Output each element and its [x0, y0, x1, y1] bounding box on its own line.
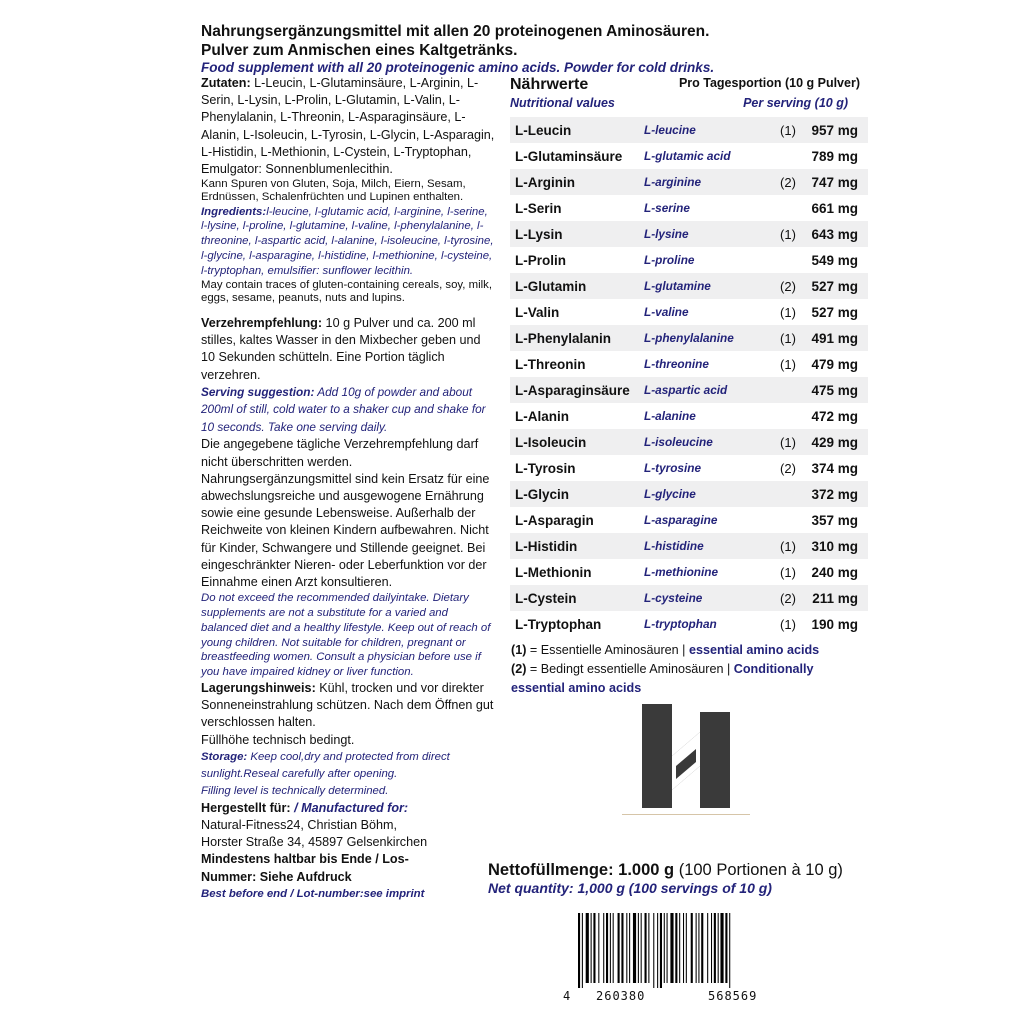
nutrient-marker: (1)	[780, 616, 796, 632]
table-row	[510, 585, 868, 611]
table-row	[510, 611, 868, 637]
serving-en-text: Add 10g of powder and about 200ml of still, cold water to a shaker cup and shake for 10 seconds. Take one serving daily.	[201, 384, 486, 434]
nutrient-name-de: L-Arginin	[515, 174, 575, 190]
nutrient-name-de: L-Leucin	[515, 122, 572, 138]
barcode-bar	[701, 913, 703, 983]
table-row	[510, 377, 868, 403]
manufacturer-line1: Natural-Fitness24, Christian Böhm,	[201, 817, 397, 832]
serving-de-text: 10 g Pulver und ca. 200 ml stilles, kaltes Wasser in den Mixbecher geben und 10 Sekunden schütteln. Eine Portion täglich verzehren.	[201, 316, 481, 382]
barcode-bar	[711, 913, 712, 983]
nutrient-value: 472 mg	[811, 408, 858, 424]
nutrient-name-en: L-leucine	[644, 123, 696, 137]
barcode-bar	[683, 913, 684, 983]
nutrition-table	[510, 117, 868, 637]
table-row	[510, 325, 868, 351]
storage-en-text: Keep cool,dry and protected from direct sunlight.Reseal carefully after opening.	[201, 750, 450, 780]
footnotes	[511, 641, 861, 698]
footnote-1	[511, 641, 861, 660]
nutrient-value: 527 mg	[811, 304, 858, 320]
table-row	[510, 169, 868, 195]
nutrient-value: 661 mg	[811, 200, 858, 216]
table-row	[510, 481, 868, 507]
barcode-bar	[621, 913, 623, 983]
barcode-bar	[667, 913, 668, 983]
barcode-bar	[641, 913, 642, 983]
label-text-column	[201, 75, 497, 903]
barcode-bar	[582, 913, 583, 988]
footnote-2-en: Conditionally essential amino acids	[511, 662, 814, 695]
nutrient-name-en: L-glutamic acid	[644, 149, 731, 163]
barcode-bar	[729, 913, 730, 988]
table-row	[510, 429, 868, 455]
fill-level-de: Füllhöhe technisch bedingt.	[201, 732, 355, 747]
footnote-1-mark: (1)	[511, 643, 527, 657]
nutrient-name-de: L-Phenylalanin	[515, 330, 612, 346]
storage-en	[201, 749, 497, 783]
table-row	[510, 351, 868, 377]
nutrient-value: 789 mg	[811, 148, 858, 164]
brand-logo-icon	[642, 704, 730, 808]
nutrient-value: 527 mg	[811, 278, 858, 294]
barcode-bar	[591, 913, 592, 983]
best-before-de: Mindestens haltbar bis Ende / Los-Nummer: Siehe Aufdruck	[201, 852, 409, 884]
table-row	[510, 559, 868, 585]
header-title-de-line1: Nahrungsergänzungsmittel mit allen 20 proteinogenen Aminosäuren.	[201, 23, 710, 40]
barcode-bar	[613, 913, 614, 983]
footnote-2	[511, 660, 861, 698]
serving-en-label: Serving suggestion:	[201, 384, 315, 399]
barcode-bar	[603, 913, 604, 983]
nutrient-name-de: L-Threonin	[515, 356, 586, 372]
nutrient-name-de: L-Isoleucin	[515, 434, 587, 450]
nutrient-name-en: L-serine	[644, 201, 690, 215]
barcode-bar	[626, 913, 627, 983]
barcode-bar	[633, 913, 636, 983]
nutrient-value: 374 mg	[811, 460, 858, 476]
serving-en	[201, 384, 497, 437]
net-quantity	[488, 860, 888, 896]
nutrition-title-de: Nährwerte	[510, 76, 589, 93]
ingredients-en-label: Ingredients:	[201, 205, 267, 218]
nutrient-name-de: L-Alanin	[515, 408, 569, 424]
best-before-en: Best before end / Lot-number:see imprint	[201, 887, 425, 900]
nutrient-name-en: L-methionine	[644, 565, 719, 579]
barcode-bar	[686, 913, 687, 983]
nutrient-value: 372 mg	[811, 486, 858, 502]
nutrient-marker: (1)	[780, 356, 796, 372]
nutrient-value: 211 mg	[812, 590, 858, 606]
nutrient-value: 479 mg	[811, 356, 858, 372]
table-row	[510, 117, 868, 143]
nutrient-marker: (2)	[780, 590, 796, 606]
nutrient-name-en: L-threonine	[644, 357, 709, 371]
barcode-bar	[598, 913, 599, 983]
net-quantity-en: Net quantity: 1,000 g (100 servings of 10 g)	[488, 880, 772, 896]
nutrient-value: 475 mg	[811, 382, 858, 398]
nutrient-marker: (1)	[780, 330, 796, 346]
product-header	[201, 22, 1001, 76]
table-row	[510, 299, 868, 325]
barcode-group-1: 260380	[596, 989, 646, 1003]
barcode-bar	[618, 913, 620, 983]
nutrient-name-de: L-Asparagin	[515, 512, 594, 528]
nutrient-name-de: L-Asparaginsäure	[515, 382, 630, 398]
barcode-bar	[606, 913, 608, 983]
nutrient-value: 190 mg	[811, 616, 858, 632]
nutrient-name-en: L-tyrosine	[644, 461, 702, 475]
barcode-bar	[664, 913, 665, 983]
storage-de-text: Kühl, trocken und vor direkter Sonneneinstrahlung schützen. Nach dem Öffnen gut verschlossen halten.	[201, 680, 494, 730]
barcode-bar	[593, 913, 595, 983]
nutrient-marker: (1)	[780, 564, 796, 580]
nutrient-name-de: L-Methionin	[515, 564, 592, 580]
table-row	[510, 195, 868, 221]
nutrient-value: 310 mg	[811, 538, 858, 554]
nutrient-marker: (2)	[780, 174, 796, 190]
warning-de: Die angegebene tägliche Verzehrempfehlung darf nicht überschritten werden. Nahrungsergänzungsmittel sind kein Ersatz für eine abwechslungsreiche und ausgewogene Ernährung sowie eine gesunde Lebensweise. Außerhalb der Reichweite von kleinen Kindern aufbewahren. Nicht für Kinder, Schwangere und Stillende geeignet. Bei eingeschränkter Nieren- oder Leberfunktion vor der Einnahme einen Arzt konsultieren.	[201, 437, 490, 589]
ingredients-de	[201, 75, 497, 178]
manufacturer-line2: Horster Straße 34, 45897 Gelsenkirchen	[201, 835, 428, 850]
barcode-group-2: 568569	[708, 989, 758, 1003]
barcode-bar	[638, 913, 639, 983]
barcode-bar	[691, 913, 693, 983]
barcode-digit-first: 4	[563, 989, 571, 1003]
barcode-bar	[707, 913, 708, 983]
table-row	[510, 221, 868, 247]
nutrient-marker: (1)	[780, 538, 796, 554]
nutrient-name-en: L-cysteine	[644, 591, 703, 605]
nutrient-name-de: L-Glutaminsäure	[515, 148, 623, 164]
nutrient-value: 491 mg	[811, 330, 858, 346]
barcode-bar	[660, 913, 662, 988]
nutrient-marker: (2)	[780, 278, 796, 294]
allergen-de: Kann Spuren von Gluten, Soja, Milch, Eiern, Sesam, Erdnüssen, Schalenfrüchten und Lupinen enthalten.	[201, 178, 466, 204]
storage-de-label: Lagerungshinweis:	[201, 680, 316, 695]
barcode-bar	[718, 913, 719, 983]
nutrient-name-de: L-Glycin	[515, 486, 570, 502]
table-row	[510, 143, 868, 169]
barcode-bar	[670, 913, 673, 983]
barcode-bar	[586, 913, 589, 983]
table-row	[510, 507, 868, 533]
nutrient-value: 747 mg	[811, 174, 858, 190]
barcode-bar	[714, 913, 716, 983]
barcode-bar	[578, 913, 580, 988]
nutrient-name-en: L-alanine	[644, 409, 696, 423]
ingredients-en-text: l-leucine, l-glutamic acid, l-arginine, l-serine, l-lysine, l-proline, l-glutamine, l-valine, l-phenylalanine, l-threonine, l-aspartic acid, l-alanine, l-isoleucine, l-tyrosine, l-glycine, l-asparagine, l-histidine, l-methionine, l-cysteine, l-tryptophan, emulsifier: sunflower lecithin.	[201, 205, 494, 277]
ingredients-en	[201, 205, 497, 279]
nutrient-name-de: L-Tryptophan	[515, 616, 602, 632]
nutrient-name-de: L-Lysin	[515, 226, 563, 242]
header-title-en: Food supplement with all 20 proteinogenic amino acids. Powder for cold drinks.	[201, 60, 715, 75]
table-row	[510, 403, 868, 429]
nutrient-name-en: L-phenylalanine	[644, 331, 734, 345]
net-quantity-de	[488, 860, 888, 880]
warning-en: Do not exceed the recommended dailyintake. Dietary supplements are not a substitute for a varied and balanced diet and a healthy lifestyle. Keep out of reach of young children. Not suitable for children, pregnant or breastfeeding women. Consult a physician before use if you have impaired kidney or liver function.	[201, 592, 491, 679]
barcode-icon	[578, 913, 798, 988]
serving-de-label: Verzehrempfehlung:	[201, 316, 323, 331]
nutrient-name-en: L-isoleucine	[644, 435, 713, 449]
allergen-en: May contain traces of gluten-containing cereals, soy, milk, eggs, sesame, peanuts, nuts and lupins.	[201, 278, 493, 304]
nutrient-name-en: L-proline	[644, 253, 695, 267]
nutrient-name-en: L-aspartic acid	[644, 383, 728, 397]
table-row	[510, 533, 868, 559]
ingredients-de-text: L-Leucin, L-Glutaminsäure, L-Arginin, L-Serin, L-Lysin, L-Prolin, L-Glutamin, L-Valin, L-Phenylalanin, L-Threonin, L-Asparaginsäure, L-Alanin, L-Isoleucin, L-Tyrosin, L-Glycin, L-Asparagin, L-Histidin, L-Methionin, L-Cystein, L-Tryptophan, Emulgator: Sonnenblumenlecithin.	[201, 76, 495, 177]
table-row	[510, 247, 868, 273]
nutrient-name-en: L-glycine	[644, 487, 696, 501]
barcode-bar	[629, 913, 630, 983]
nutrient-value: 240 mg	[811, 564, 858, 580]
serving-size-de: Pro Tagesportion (10 g Pulver)	[678, 76, 860, 90]
nutrient-name-en: L-valine	[644, 305, 689, 319]
table-row	[510, 273, 868, 299]
storage-de	[201, 680, 497, 732]
nutrient-value: 429 mg	[811, 434, 858, 450]
barcode-bar	[675, 913, 677, 983]
nutrient-marker: (2)	[780, 460, 796, 476]
footnote-1-de: = Essentielle Aminosäuren |	[526, 643, 689, 657]
barcode-bar	[657, 913, 658, 988]
nutrient-name-en: L-histidine	[644, 539, 704, 553]
footnote-1-en: essential amino acids	[688, 643, 820, 657]
footnote-2-mark: (2)	[511, 662, 527, 676]
fill-level-en: Filling level is technically determined.	[201, 784, 389, 797]
storage-en-label: Storage:	[201, 750, 248, 763]
barcode-bar	[696, 913, 697, 983]
nutrient-name-de: L-Tyrosin	[515, 460, 576, 476]
nutrient-name-de: L-Valin	[515, 304, 560, 320]
manufacturer-label-de: Hergestellt für:	[201, 800, 291, 815]
table-row	[510, 455, 868, 481]
net-quantity-de-label: Nettofüllmenge: 1.000 g	[488, 861, 675, 879]
nutrient-marker: (1)	[780, 304, 796, 320]
ingredients-de-label: Zutaten:	[201, 76, 251, 90]
nutrient-value: 643 mg	[811, 226, 858, 242]
header-title-de-line2: Pulver zum Anmischen eines Kaltgetränks.	[201, 42, 518, 59]
nutrient-value: 549 mg	[811, 252, 858, 268]
serving-de	[201, 315, 497, 384]
barcode-bar	[679, 913, 680, 983]
nutrient-name-de: L-Histidin	[515, 538, 578, 554]
manufacturer-label-en: / Manufactured for:	[290, 800, 409, 815]
manufacturer-heading	[201, 800, 497, 817]
serving-size-en: Per serving (10 g)	[743, 96, 848, 110]
barcode-bar	[648, 913, 649, 983]
logo-divider	[622, 814, 750, 815]
net-quantity-de-rest: (100 Portionen à 10 g)	[674, 861, 843, 879]
nutrient-marker: (1)	[780, 122, 796, 138]
nutrition-title-en: Nutritional values	[510, 96, 615, 110]
nutrient-name-en: L-lysine	[644, 227, 689, 241]
nutrient-name-en: L-arginine	[644, 175, 702, 189]
nutrient-name-en: L-glutamine	[644, 279, 711, 293]
nutrient-name-en: L-asparagine	[644, 513, 718, 527]
nutrient-name-de: L-Prolin	[515, 252, 566, 268]
barcode-bar	[645, 913, 647, 983]
barcode-bar	[725, 913, 727, 983]
barcode-bar	[610, 913, 611, 983]
nutrient-value: 957 mg	[811, 122, 858, 138]
barcode-bar	[653, 913, 654, 988]
nutrient-name-de: L-Cystein	[515, 590, 577, 606]
nutrient-marker: (1)	[780, 226, 796, 242]
nutrient-marker: (1)	[780, 434, 796, 450]
nutrient-value: 357 mg	[811, 512, 858, 528]
footnote-2-de: = Bedingt essentielle Aminosäuren |	[526, 662, 734, 676]
barcode-bar	[720, 913, 723, 983]
nutrient-name-en: L-tryptophan	[644, 617, 717, 631]
nutrient-name-de: L-Serin	[515, 200, 562, 216]
barcode-bar	[698, 913, 699, 983]
nutrient-name-de: L-Glutamin	[515, 278, 587, 294]
